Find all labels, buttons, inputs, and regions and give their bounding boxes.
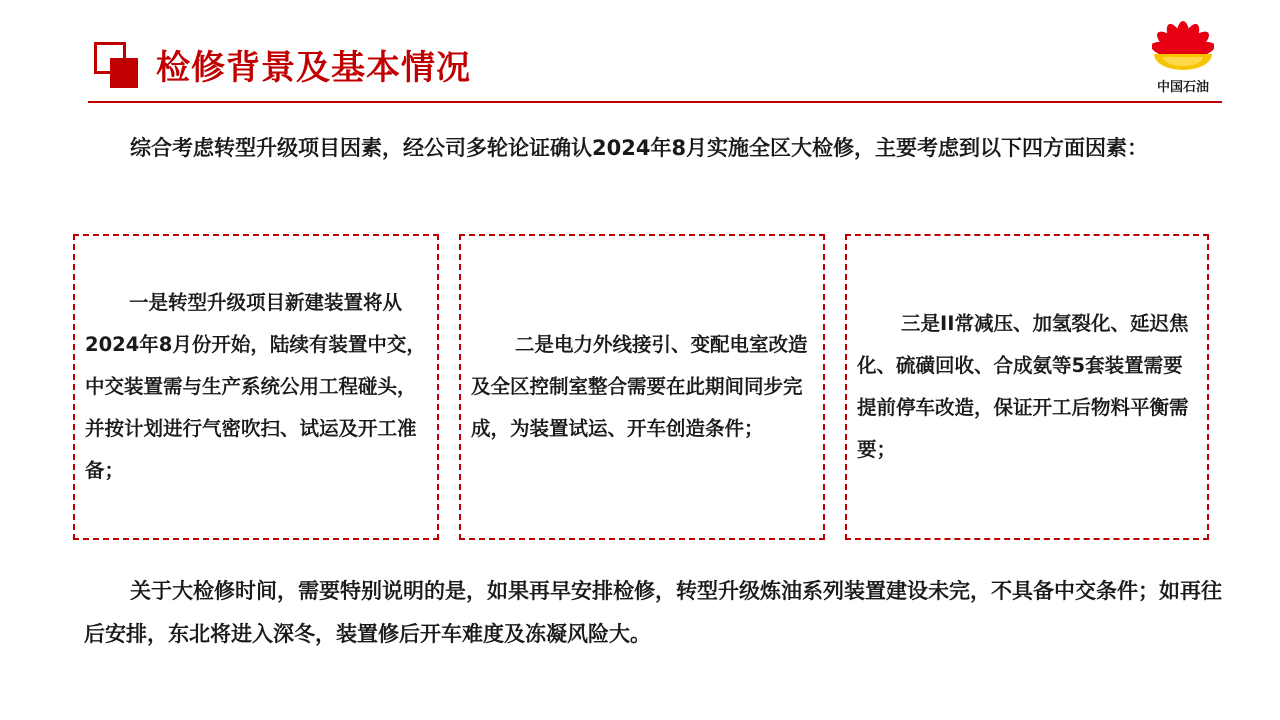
factor-box-2 — [459, 234, 825, 540]
company-logo — [1146, 12, 1220, 96]
timing-note-text: 关于大检修时间，需要特别说明的是，如果再早安排检修，转型升级炼油系列装置建设未完，不具备中交条件；如再往后安排，东北将进入深冬，装置修后开车难度及冻凝风险大。 — [84, 579, 1222, 646]
timing-note-paragraph — [84, 570, 1224, 656]
intro-text: 综合考虑转型升级项目因素，经公司多轮论证确认2024年8月实施全区大检修，主要考虑到以下四方面因素： — [130, 136, 1149, 160]
factor-text-3: 三是II常减压、加氢裂化、延迟焦化、硫磺回收、合成氨等5套装置需要提前停车改造，保证开工后物料平衡需要； — [857, 312, 1189, 461]
factor-box-1 — [73, 234, 439, 540]
factor-text-1: 一是转型升级项目新建装置将从2024年8月份开始，陆续有装置中交，中交装置需与生产系统公用工程碰头，并按计划进行气密吹扫、试运及开工准备； — [85, 291, 426, 482]
logo-text: 中国石油 — [1156, 80, 1209, 95]
factor-box-3 — [845, 234, 1209, 540]
intro-paragraph — [84, 127, 1194, 170]
page-title: 检修背景及基本情况 — [156, 48, 471, 88]
factor-text-2: 二是电力外线接引、变配电室改造及全区控制室整合需要在此期间同步完成，为装置试运、开车创造条件； — [471, 333, 808, 440]
title-marker-icon — [94, 42, 138, 88]
petrochina-logo-icon — [1152, 12, 1214, 72]
header-divider — [88, 101, 1222, 103]
